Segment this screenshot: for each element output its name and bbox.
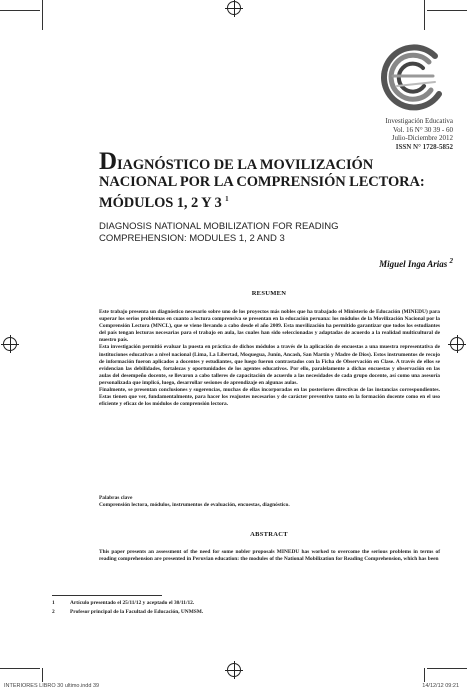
keywords: [99, 495, 440, 509]
article-title: [99, 148, 439, 212]
footnote: [52, 600, 442, 607]
journal-volume: Vol. 16 N° 30 39 - 60: [392, 125, 453, 134]
article-title-english: [99, 221, 439, 245]
title-en-line-2: COMPREHENSION: MODULES 1, 2 AND 3: [99, 233, 285, 244]
registration-mark-right: [450, 337, 464, 351]
slug-date: 14/12/12 09:21: [422, 683, 459, 689]
title-drop-letter: D: [99, 148, 117, 175]
keywords-label: Palabras clave: [99, 495, 133, 501]
author-name: Miguel Inga Arias: [379, 259, 448, 269]
footnote-rule: [52, 595, 162, 596]
title-en-line-1: DIAGNOSIS NATIONAL MOBILIZATION FOR READING: [99, 221, 339, 232]
title-line-2: NACIONAL POR LA COMPRENSIÓN LECTORA:: [99, 174, 425, 190]
title-footnote-ref: 1: [225, 195, 229, 203]
crop-mark: [42, 0, 43, 30]
author: [379, 257, 453, 269]
abstract-paragraph: This paper presents an assessment of the need for some nobler proposals MINEDU has worked to overcome the serious problems in terms of reading comprehension are presented in Peruvian education: the modules of the National Mobilization for Reading Comprehension, which has been: [99, 549, 440, 563]
journal-period: Julio-Diciembre 2012: [391, 134, 453, 142]
title-line-3: MÓDULOS 1, 2 Y 3: [99, 194, 222, 211]
crop-mark: [427, 668, 467, 669]
journal-logo-icon: [373, 42, 453, 114]
journal-name: Investigación Educativa: [385, 117, 453, 125]
crop-mark: [42, 668, 43, 682]
journal-info: [333, 117, 453, 151]
footnote-text: Profesor principal de la Facultad de Educación, UNMSM.: [70, 609, 204, 615]
crop-mark: [424, 0, 425, 30]
crop-mark: [0, 10, 40, 11]
registration-mark-left: [3, 337, 17, 351]
footnote: [52, 609, 442, 616]
author-footnote-ref: 2: [449, 257, 453, 265]
crop-mark: [0, 668, 40, 669]
footnote-number: 1: [52, 600, 55, 606]
registration-mark-top: [227, 1, 241, 15]
resumen-paragraph: Esta investigación permitió evaluar la puesta en práctica de dichos módulos a través de la aplicación de encuestas a una muestra representativa de instituciones educativas a nivel nacional (Lima, La Libertad, Moquegua, Junín, Ancash, San Martín y Madre de Dios). Estos instrumentos de recojo de información fueron aplicados a docentes y estudiantes, que luego fueron contrastados con la Ficha de Observación en Clase. A través de ellos se evidencian las debilidades, fortalezas y oportunidades de los agentes educativos. Por ello, paralelamente a dichas encuestas y observación en las aulas del desempeño docente, se llevaron a cabo talleres de capacitación de acuerdo a las necesidades de cada grupo docente, así como una asesoría personalizada que implicó, luego, desarrollar sesiones de aprendizaje en algunas aulas.: [99, 344, 440, 386]
resumen-heading: RESUMEN: [251, 290, 287, 297]
journal-issn: ISSN N° 1728-5852: [395, 142, 453, 151]
title-line-1: IAGNÓSTICO DE LA MOVILIZACIÓN: [116, 157, 374, 173]
resumen-body: [99, 309, 440, 408]
crop-mark: [424, 668, 425, 682]
crop-mark: [427, 10, 467, 11]
keywords-text: Comprensión lectora, módulos, instrumentos de evaluación, encuestas, diagnóstico.: [99, 502, 290, 508]
registration-mark-bottom: [227, 663, 241, 677]
resumen-paragraph: Finalmente, se presentan conclusiones y sugerencias, muchas de ellas incorporadas en las posteriores directivas de las instancias correspondientes. Estas tienen que ver, fundamentalmente, para hacer los reajustes necesarios y de carácter preventivo tanto en la formación docente como en el uso eficiente y eficaz de los módulos de comprensión lectora.: [99, 387, 440, 408]
slug-filename: INTERIORES LIBRO 30 ultimo.indd 39: [4, 683, 100, 689]
footnote-number: 2: [52, 609, 55, 615]
footnote-text: Artículo presentado el 25/11/12 y aceptado el 30/11/12.: [70, 600, 195, 606]
abstract-body: [99, 549, 440, 563]
resumen-paragraph: Este trabajo presenta un diagnóstico necesario sobre uno de los proyectos más nobles que ha trabajado el Ministerio de Educación (MINEDU) para superar los serios problemas en cuanto a lectura comprensiva se presentan en la educación peruana: los módulos de la Movilización Nacional por la Comprensión Lectora (MNCL), que se viene llevando a cabo desde el año 2009. Esta movilización ha permitido garantizar que todos los estudiantes del país tengan lecturas necesarias para el trabajo en aula, las cuales han sido seleccionadas y adaptadas de acuerdo a la realidad multicultural de nuestro país.: [99, 309, 440, 344]
abstract-heading: ABSTRACT: [250, 531, 288, 538]
